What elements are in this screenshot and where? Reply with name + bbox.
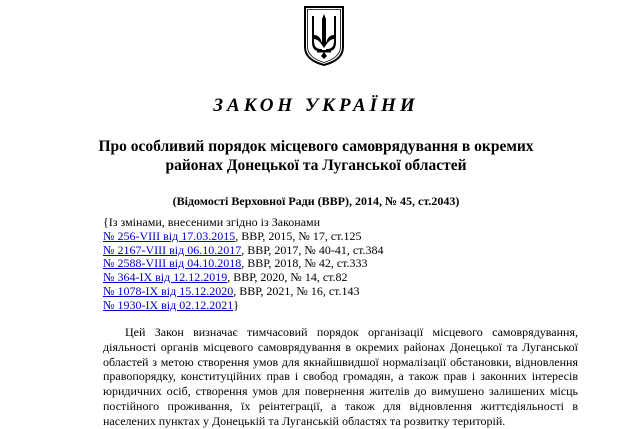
amendment-law-link[interactable]: № 2588-VIII від 04.10.2018: [103, 256, 242, 271]
amendment-item: [103, 299, 384, 313]
amendment-reference: , ВВР, 2017, № 40-41, ст.384: [241, 242, 384, 257]
amendment-reference: , ВВР, 2021, № 16, ст.143: [233, 283, 360, 298]
amendment-reference: }: [233, 297, 239, 312]
amendment-law-link[interactable]: № 1930-IX від 02.12.2021: [103, 297, 234, 312]
preamble-paragraph: Цей Закон визначає тимчасовий порядок організації місцевого самоврядування, діяльності органів місцевого самоврядування в окремих районах Донецької та Луганської областей з метою створення умов для якнайшвидшої нормалізації обстановки, відновлення правопорядку, конституційних прав і свобод громадян, а також прав і законних інтересів юридичних осіб, створення умов для повернення жителів до вимушено залишених місць постійного проживання, їх реінтеграції, а також для відновлення життєдіяльності в населених пунктах у Донецькій та Луганській областях та розвитку територій.: [103, 325, 578, 428]
law-title: ЗАКОН УКРАЇНИ: [213, 95, 419, 116]
amendment-reference: , ВВР, 2020, № 14, ст.82: [227, 270, 348, 285]
amendment-item: [103, 285, 384, 299]
amendment-reference: , ВВР, 2018, № 42, ст.333: [241, 256, 368, 271]
amendment-law-link[interactable]: № 364-IX від 12.12.2019: [103, 270, 228, 285]
amendments-list: [103, 216, 384, 313]
amendment-law-link[interactable]: № 1078-IX від 15.12.2020: [103, 283, 234, 298]
amendment-law-link[interactable]: № 256-VIII від 17.03.2015: [103, 228, 236, 243]
amendment-item: [103, 230, 384, 244]
amendment-item: [103, 257, 384, 271]
publication-source: (Відомості Верховної Ради (ВВР), 2014, № 45, ст.2043): [172, 194, 460, 208]
document-title: [60, 137, 572, 175]
amendment-law-link[interactable]: № 2167-VIII від 06.10.2017: [103, 242, 242, 257]
amendment-item: [103, 271, 384, 285]
amendments-intro: {Із змінами, внесеними згідно із Законами: [103, 215, 321, 229]
amendment-reference: , ВВР, 2015, № 17, ст.125: [235, 228, 362, 243]
document-title-line: районах Донецької та Луганської областей: [165, 157, 467, 174]
coat-of-arms-trident-icon: [303, 5, 345, 67]
amendment-item: [103, 244, 384, 258]
document-title-line: Про особливий порядок місцевого самоврядування в окремих: [98, 138, 534, 155]
